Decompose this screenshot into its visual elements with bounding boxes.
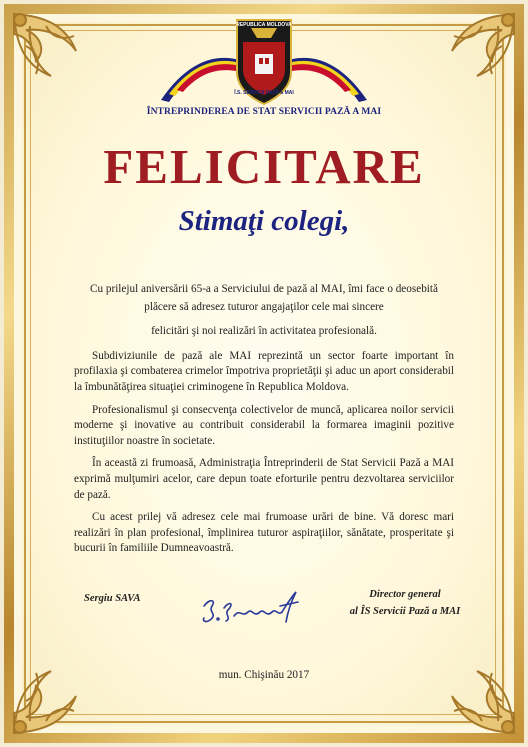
intro-line: plăcere să adresez tuturor angajaţilor cele mai sincere (144, 300, 384, 313)
corner-ornament-icon (6, 6, 96, 96)
signatory-title-line: Director general (369, 589, 441, 600)
paragraph: Subdiviziunile de pază ale MAI reprezintă un sector foarte important în profilaxia şi combaterea crimelor împotriva proprietăţii şi aduc un aport considerabil la îmbunătăţirea situaţiei criminogene în Republica Moldova. (74, 349, 454, 393)
letter-body (74, 282, 454, 564)
signatory-title-line: al ÎS Servicii Pază a MAI (349, 606, 461, 617)
corner-ornament-icon (6, 651, 96, 741)
signatory-name: Sergiu SAVA (84, 593, 141, 604)
signatory-title (330, 586, 480, 620)
paragraph: Profesionalismul şi consecvenţa colectivelor de muncă, aplicarea noilor servicii moderne şi inovative au contribuit considerabil la formarea imaginii pozitive instituţiilor noastre în societate. (74, 403, 454, 447)
greeting: Stimaţi colegi, (178, 205, 350, 237)
intro-line: Cu prilejul aniversării 65-a a Serviciului de pază al MAI, îmi face o deosebită (90, 283, 438, 295)
handwritten-signature-icon (196, 588, 306, 628)
emblem-logo-icon (159, 14, 369, 108)
emblem-bottom-text: Î.S. SERVICII PAZĂ a MAI (234, 90, 294, 96)
corner-ornament-icon (432, 6, 522, 96)
paragraph: Cu acest prilej vă adresez cele mai frumoase urări de bine. Vă doresc mari realizări în plan profesional, împlinirea tuturor aspiraţiilor, sănătate, prosperitate şi bucurii în familiile Dumneavoastră. (74, 511, 454, 555)
certificate-title: FELICITARE (103, 139, 425, 194)
place-and-date: mun. Chişinău 2017 (218, 669, 310, 681)
paragraph: În această zi frumoasă, Administraţia Întreprinderii de Stat Servicii Pază a MAI exprimă mulţumiri acelor, care depun toate eforturile pentru dezvoltarea serviciilor de pază. (74, 457, 454, 501)
corner-ornament-icon (432, 651, 522, 741)
intro-line: felicitări şi noi realizări în activitatea profesională. (151, 325, 377, 338)
emblem-top-text: REPUBLICA MOLDOVA (236, 22, 292, 28)
organization-name: ÎNTREPRINDEREA DE STAT SERVICII PAZĂ A MAI (146, 107, 382, 117)
